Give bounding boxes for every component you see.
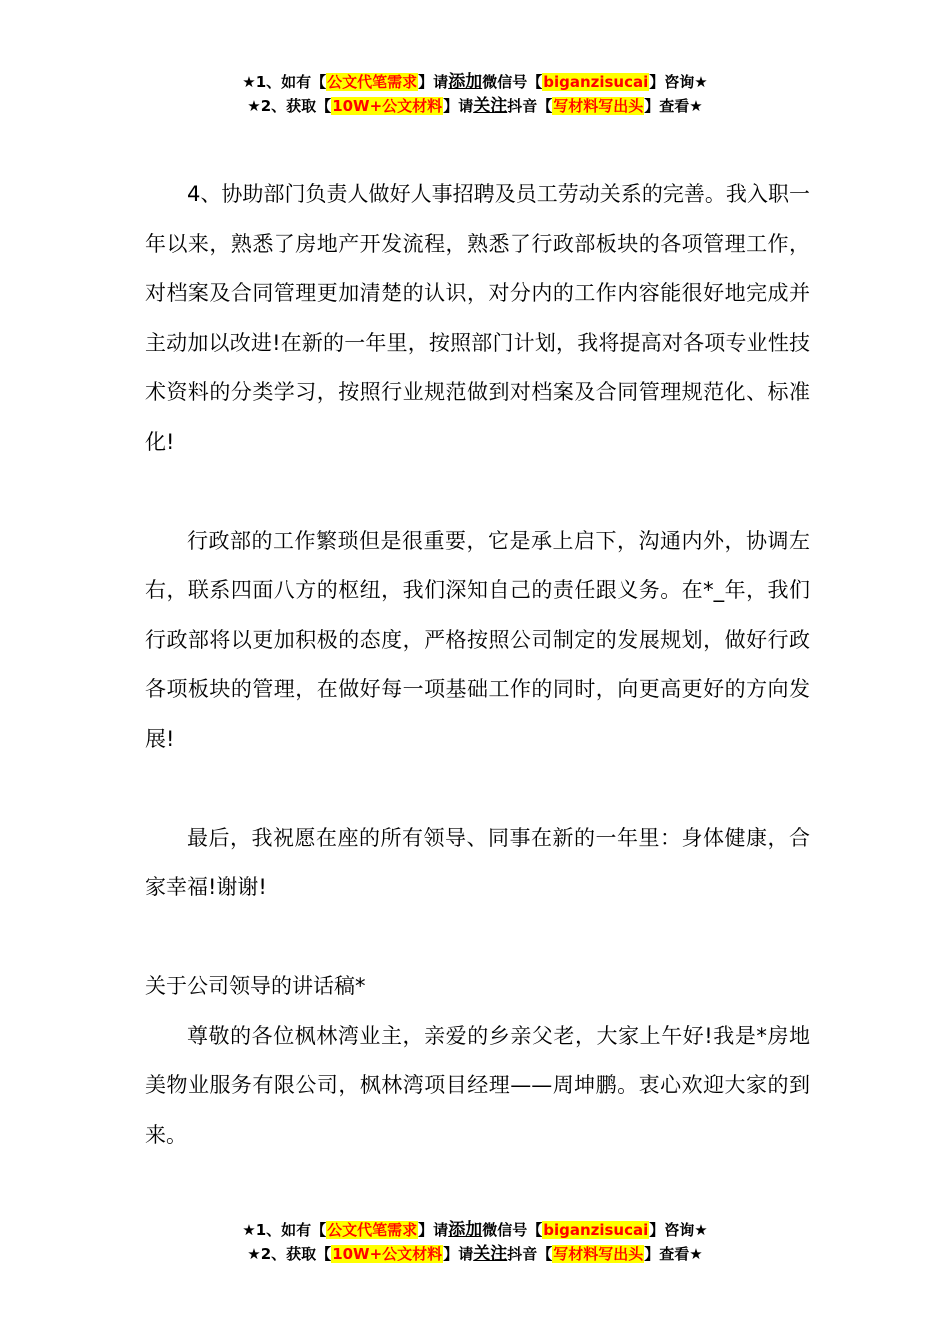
banner-text: ★1、如有【	[242, 73, 327, 91]
banner-highlight: 10W+公文材料	[332, 1245, 443, 1263]
banner-line-1	[0, 1218, 950, 1242]
paragraph-gap	[145, 764, 810, 814]
banner-text: ★1、如有【	[242, 1221, 327, 1239]
banner-text: 】查看★	[644, 1245, 703, 1263]
banner-text: 微信号【	[482, 1221, 543, 1239]
banner-douyin-id: 写材料写出头	[553, 1245, 644, 1263]
banner-text: ★2、获取【	[247, 97, 332, 115]
paragraph-hr-duties: 4、协助部门负责人做好人事招聘及员工劳动关系的完善。我入职一年以来，熟悉了房地产开发流程，熟悉了行政部板块的各项管理工作，对档案及合同管理更加清楚的认识，对分内的工作内容能很好地完成并主动加以改进!在新的一年里，按照部门计划，我将提高对各项专业性技术资料的分类学习，按照行业规范做到对档案及合同管理规范化、标准化!	[145, 182, 810, 454]
header-banner	[0, 70, 950, 118]
banner-text: 】请	[418, 1221, 449, 1239]
banner-line-1	[0, 70, 950, 94]
banner-text: 】咨询★	[649, 73, 708, 91]
banner-highlight: 公文代笔需求	[327, 73, 418, 91]
banner-text: 】咨询★	[649, 1221, 708, 1239]
paragraph-admin-work: 行政部的工作繁琐但是很重要，它是承上启下，沟通内外，协调左右，联系四面八方的枢纽，我们深知自己的责任跟义务。在*_年，我们行政部将以更加积极的态度，严格按照公司制定的发展规划，做好行政各项板块的管理，在做好每一项基础工作的同时，向更高更好的方向发展!	[145, 528, 810, 751]
footer-banner	[0, 1218, 950, 1266]
banner-text: ★2、获取【	[247, 1245, 332, 1263]
banner-text: 】请	[443, 97, 474, 115]
banner-wechat-id: biganzisucai	[543, 73, 649, 91]
banner-wechat-id: biganzisucai	[543, 1221, 649, 1239]
banner-underline: 关注	[473, 96, 508, 116]
banner-underline: 关注	[473, 1244, 508, 1264]
paragraph-gap	[145, 467, 810, 517]
banner-text: 】查看★	[644, 97, 703, 115]
document-body	[145, 170, 810, 1160]
banner-underline: 添加	[448, 72, 483, 92]
banner-line-2	[0, 94, 950, 118]
banner-text: 抖音【	[507, 97, 553, 115]
paragraph-closing: 最后，我祝愿在座的所有领导、同事在新的一年里：身体健康，合家幸福!谢谢!	[145, 825, 810, 899]
paragraph-gap	[145, 913, 810, 963]
banner-douyin-id: 写材料写出头	[553, 97, 644, 115]
banner-text: 】请	[443, 1245, 474, 1263]
banner-text: 微信号【	[482, 73, 543, 91]
paragraph-speech-opening: 尊敬的各位枫林湾业主，亲爱的乡亲父老，大家上午好!我是*房地美物业服务有限公司，枫林湾项目经理——周坤鹏。衷心欢迎大家的到来。	[145, 1023, 810, 1147]
banner-line-2	[0, 1242, 950, 1266]
banner-text: 抖音【	[507, 1245, 553, 1263]
banner-text: 】请	[418, 73, 449, 91]
banner-highlight: 10W+公文材料	[332, 97, 443, 115]
banner-underline: 添加	[448, 1220, 483, 1240]
banner-highlight: 公文代笔需求	[327, 1221, 418, 1239]
section-heading: 关于公司领导的讲话稿*	[145, 974, 366, 998]
